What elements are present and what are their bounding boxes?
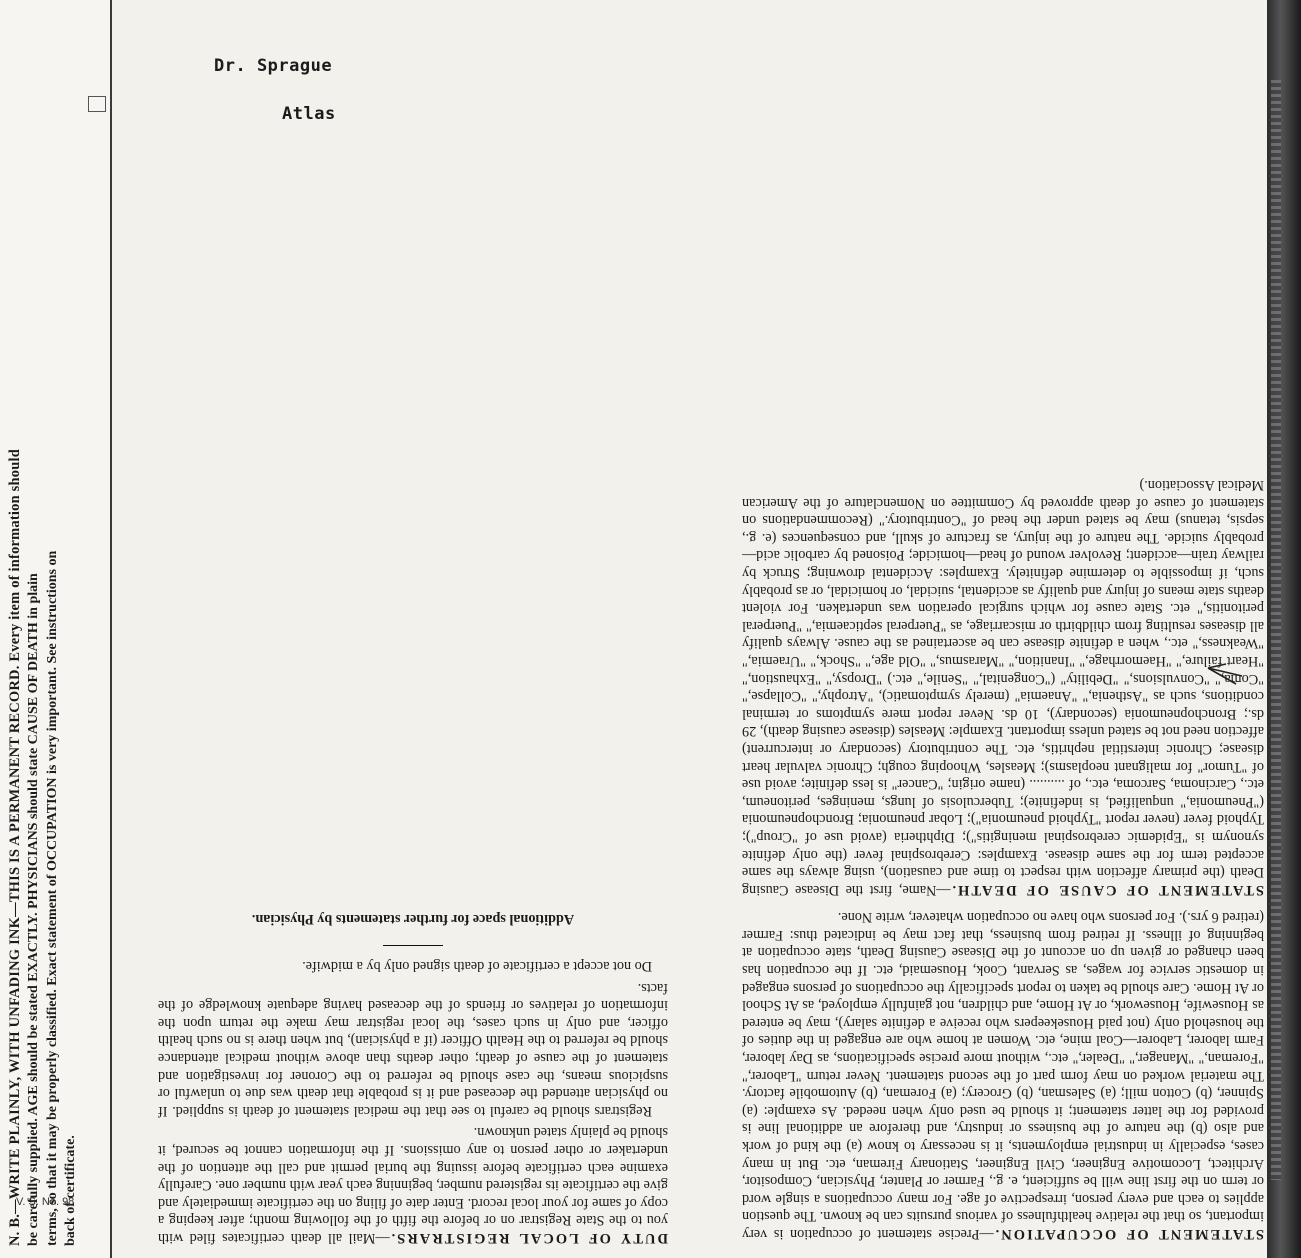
pencil-arrow-mark (1206, 660, 1246, 690)
place-name: Atlas (282, 104, 336, 124)
notice-line-2: be carefully supplied. AGE should be stated EXACTLY. PHYSICIANS should state CAUSE OF DEATH in plain (26, 573, 42, 1246)
divider (383, 946, 443, 947)
side-notice (0, 0, 110, 1258)
registrars-paragraph-2: Registrars should be careful to see that the medical statement of death is supplied. If no physician attended the deceased and it is probable that death was due to unlawful or suspicious means, the case should be referred to the Coroner for investigation and statement of the cause of death; other deaths than above without medical attendance should be referred to the Health Officer (if a physician), but when there is no such health officer, and only in such cases, the local registrar may make the return upon the information of relatives or friends of the deceased having adequate knowledge of the facts. (158, 979, 668, 1119)
page-edge-shadow (1267, 0, 1301, 1258)
notice-line-3: terms, so that it may be properly classified. Exact statement of OCCUPATION is very important. See instructions on (44, 550, 60, 1246)
occupation-heading: STATEMENT OF OCCUPATION. (993, 1226, 1264, 1242)
midwife-note: Do not accept a certificate of death signed only by a midwife. (302, 958, 652, 975)
notice-line-1: N. B.—WRITE PLAINLY, WITH UNFADING INK—THIS IS A PERMANENT RECORD. Every item of information should (7, 449, 23, 1246)
staple-mark (88, 96, 106, 112)
form-number: V. S. No. 98 (16, 1196, 75, 1208)
side-notice-strip (0, 0, 112, 1258)
registrars-text: —Mail all death certificates filed with you to the State Registrar on or before the fifth of the following month; after keeping a copy of same for your local record. Enter date of filing on the certificate immediately and give the certificate its registered number, beginning each year with number one. Carefully examine each certificate before issuing the burial permit and call the attention of the undertaker or other person to any omissions. If the information cannot be secured, it should be plainly stated unknown. (158, 1124, 668, 1246)
cause-text: —Name, first the Disease Causing Death (the primary affection with respect to time and causation), using always the same accepted term for the same disease. Examples: Cerebrospinal fever (the only definite synonym is "Epidemic cerebrospinal meningitis"); Diphtheria (avoid use of "Croup"); Typhoid fever (never report "Typhoid pneumonia"); Lobar pneumonia; Bronchopneumonia ("Pneumonia," unqualified, is indefinite); Tuberculosis of lungs, meninges, peritoneum, etc., Carcinoma, Sarcoma, etc., of .......... (name origin; "Cancer" is less definite; avoid use of "Tumor" for malignant neoplasms); Measles, Whooping cough; Chronic valvular heart disease; Chronic interstitial nephritis, etc. The contributory (secondary or intercurrent) affection need not be stated unless important. Example: Measles (disease causing death), 29 ds.; Bronchopneumonia (secondary), 10 ds. Never report mere symptoms or terminal conditions, such as "Asthenia," "Anaemia" (merely symptomatic), "Atrophy," "Collapse," "Coma," "Convulsions," "Debility" ("Congenital," "Senile," etc.) "Dropsy," "Exhaustion," "Heart failure," "Haemorrhage," "Inanition," "Marasmus," "Old age," "Shock," "Uraemia," "Weakness," etc., when a definite disease can be ascertained as the cause. Always qualify all diseases resulting from childbirth or miscarriage, as "Puerperal septicaemia," "Puerperal peritonitis," etc. State cause for which surgical operation was undertaken. For violent deaths state means of injury and qualify as accidental, suicidal, or homicidal, or as probably such, if impossible to determine definitely. Examples: Accidental drowning; Struck by railway train—accident; Revolver wound of head—homicide; Poisoned by carbolic acid—probably suicide. The nature of the injury, as fracture of skull, and consequences (e. g., sepsis, tetanus) may be stated under the head of "Contributory." (Recommendations on statement of cause of death approved by Committee on Nomenclature of the American Medical Association.) (741, 477, 1264, 898)
occupation-text: —Precise statement of occupation is very important, so that the relative healthfulness of various pursuits can be known. The question applies to each and every person, irrespective of age. For many occupations a single word or term on the first line will be sufficient, e. g., Farmer or Planter, Physician, Compositor, Architect, Locomotive Engineer, Civil Engineer, Stationary Fireman, etc. But in many cases, especially in industrial employments, it is necessary to know (a) the kind of work and also (b) the nature of the business or industry, and therefore an additional line is provided for the latter statement; it should be used only when needed. As example: (a) Spinner, (b) Cotton mill; (a) Salesman, (b) Grocery; (a) Foreman, (b) Automobile factory. The material worked on may form part of the second statement. Never return "Laborer," "Foreman," "Manager," "Dealer," etc., without more precise specifications, as Day laborer, Farm laborer, Laborer—Coal mine, etc. Women at home who are engaged in the duties of the household only (not paid Housekeepers who receive a definite salary), may be entered as Housewife, Housework, or At Home, and children, not gainfully employed, as At School or At Home. Care should be taken to report specifically the occupations of persons engaged in domestic service for wages, as Servant, Cook, Housemaid, etc. If the occupation has been changed or given up on account of the Disease Causing Death, state occupation at beginning of illness. If retired from business, that fact may be indicated thus: Farmer (retired 6 yrs.). For persons who have no occupation whatever, write None. (741, 909, 1264, 1242)
physician-name: Dr. Sprague (214, 56, 333, 76)
notice-line-4: back of certificate. (63, 1135, 79, 1246)
instructions-left-column (158, 560, 668, 1250)
cause-heading: STATEMENT OF CAUSE OF DEATH. (950, 881, 1264, 898)
registrars-heading: DUTY OF LOCAL REGISTRARS. (389, 1230, 668, 1246)
additional-space-label: Additional space for further statements by Physician. (251, 911, 575, 928)
instructions-right-column (742, 126, 1264, 1246)
